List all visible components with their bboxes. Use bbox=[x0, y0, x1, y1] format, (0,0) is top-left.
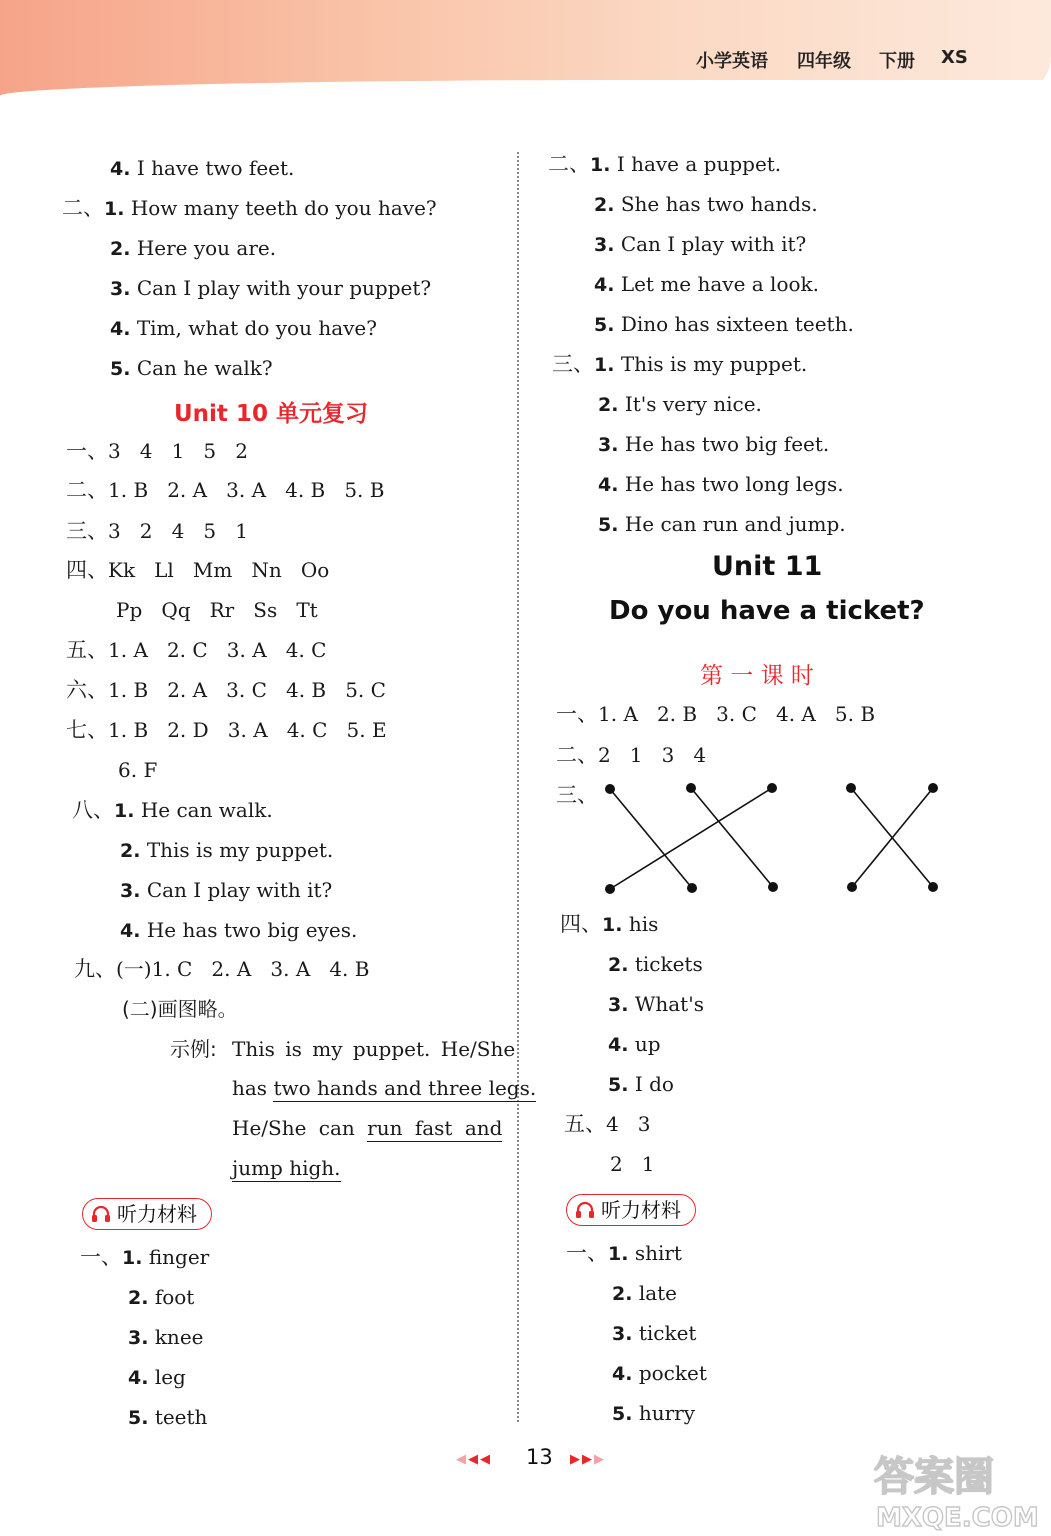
answer-line: 3. ticket bbox=[612, 1321, 697, 1345]
answer-line: 3. He has two big feet. bbox=[598, 432, 830, 456]
answer-line: 4. I have two feet. bbox=[110, 156, 295, 180]
answer-line: 三、3 2 4 5 1 bbox=[66, 519, 248, 543]
prev-arrows-icon: ◀◀◀ bbox=[456, 1452, 492, 1467]
matching-diagram bbox=[596, 775, 946, 900]
answer-line: 四、1. his bbox=[560, 912, 659, 936]
answer-line: 二、2 1 3 4 bbox=[556, 743, 707, 767]
answer-line: 5. teeth bbox=[128, 1405, 208, 1429]
answer-line: 3. What's bbox=[608, 992, 704, 1016]
answer-line: 三、1. This is my puppet. bbox=[552, 352, 808, 376]
answer-line: 4. leg bbox=[128, 1365, 186, 1389]
unit11-subtitle: Do you have a ticket? bbox=[609, 596, 925, 626]
answer-line: 四、Kk Ll Mm Nn Oo bbox=[66, 558, 330, 582]
answer-line: 五、4 3 bbox=[564, 1112, 651, 1136]
answer-line: Pp Qq Rr Ss Tt bbox=[116, 598, 318, 622]
answer-line: 2. tickets bbox=[608, 952, 703, 976]
lesson-title: 第 一 课 时 bbox=[700, 663, 814, 689]
answer-line: 五、1. A 2. C 3. A 4. C bbox=[66, 638, 327, 662]
headphones-icon bbox=[91, 1205, 111, 1223]
match-dot bbox=[687, 883, 697, 893]
column-divider bbox=[517, 152, 519, 1422]
next-arrows-icon: ▶▶▶ bbox=[570, 1452, 606, 1467]
answer-line: 一、1. shirt bbox=[566, 1241, 682, 1265]
answer-line: 5. Can he walk? bbox=[110, 356, 273, 380]
answer-line: 八、1. He can walk. bbox=[72, 798, 273, 822]
answer-line: 4. He has two big eyes. bbox=[120, 918, 358, 942]
answer-line: 3. knee bbox=[128, 1325, 204, 1349]
answer-line: 九、(一)1. C 2. A 3. A 4. B bbox=[74, 957, 370, 981]
answer-line: 5. hurry bbox=[612, 1401, 695, 1425]
answer-line: 4. Tim, what do you have? bbox=[110, 316, 377, 340]
match-dot bbox=[767, 783, 777, 793]
answer-line: 二、1. I have a puppet. bbox=[548, 152, 782, 176]
header-edition: XS bbox=[941, 47, 968, 68]
answer-line: 6. F bbox=[118, 758, 158, 782]
answer-line: 2. late bbox=[612, 1281, 678, 1305]
unit10-title: Unit 10 单元复习 bbox=[174, 401, 368, 427]
match-dot bbox=[928, 783, 938, 793]
answer-line: 六、1. B 2. A 3. C 4. B 5. C bbox=[66, 678, 386, 702]
answer-line: 2. She has two hands. bbox=[594, 192, 818, 216]
answer-line: 二、1. B 2. A 3. A 4. B 5. B bbox=[66, 478, 385, 502]
answer-line: 3. Can I play with it? bbox=[594, 232, 807, 256]
answer-line: 一、1. A 2. B 3. C 4. A 5. B bbox=[556, 702, 876, 726]
answer-line: 3. Can I play with your puppet? bbox=[110, 276, 432, 300]
answer-line: 4. pocket bbox=[612, 1361, 707, 1385]
example-line: He/She can run fast and bbox=[232, 1116, 503, 1140]
answer-line: 5. I do bbox=[608, 1072, 674, 1096]
svg-text:答案圈: 答案圈 bbox=[874, 1454, 994, 1500]
match-dot bbox=[605, 884, 615, 894]
answer-line: 2 1 bbox=[610, 1152, 655, 1176]
answer-line: 4. up bbox=[608, 1032, 661, 1056]
answer-line: 2. This is my puppet. bbox=[120, 838, 334, 862]
answer-line: 二、1. How many teeth do you have? bbox=[62, 196, 437, 220]
match-dot bbox=[928, 882, 938, 892]
answer-line: 2. Here you are. bbox=[110, 236, 277, 260]
answer-line: 2. It's very nice. bbox=[598, 392, 762, 416]
listening-material-label: 听力材料 bbox=[82, 1198, 212, 1230]
page-number: 13 bbox=[526, 1445, 553, 1469]
match-dot bbox=[768, 882, 778, 892]
answer-line: 一、1. finger bbox=[80, 1245, 210, 1269]
answer-line: 3. Can I play with it? bbox=[120, 878, 333, 902]
answer-line: (二)画图略。 bbox=[122, 997, 238, 1021]
watermark-logo bbox=[870, 1440, 1046, 1532]
answer-line: 5. Dino has sixteen teeth. bbox=[594, 312, 854, 336]
answer-line: 2. foot bbox=[128, 1285, 195, 1309]
svg-text:MXQE.COM: MXQE.COM bbox=[876, 1503, 1039, 1532]
example-line: has two hands and three legs. bbox=[232, 1076, 537, 1100]
example-line: jump high. bbox=[232, 1156, 341, 1180]
answer-line: 三、 bbox=[556, 783, 598, 807]
example-label: 示例: bbox=[170, 1037, 217, 1061]
answer-line: 七、1. B 2. D 3. A 4. C 5. E bbox=[66, 718, 387, 742]
unit11-title: Unit 11 bbox=[712, 551, 823, 582]
header-subject: 小学英语 bbox=[696, 51, 768, 72]
match-dot bbox=[847, 882, 857, 892]
header-grade: 四年级 bbox=[797, 51, 851, 72]
listening-material-label: 听力材料 bbox=[566, 1194, 696, 1226]
example-line: This is my puppet. He/She bbox=[232, 1037, 516, 1061]
answer-line: 4. He has two long legs. bbox=[598, 472, 844, 496]
match-dot bbox=[686, 783, 696, 793]
match-dot bbox=[605, 784, 615, 794]
answer-line: 一、3 4 1 5 2 bbox=[66, 439, 248, 463]
answer-line: 4. Let me have a look. bbox=[594, 272, 820, 296]
match-dot bbox=[846, 783, 856, 793]
header-volume: 下册 bbox=[879, 51, 915, 72]
headphones-icon bbox=[575, 1201, 595, 1219]
answer-line: 5. He can run and jump. bbox=[598, 512, 846, 536]
